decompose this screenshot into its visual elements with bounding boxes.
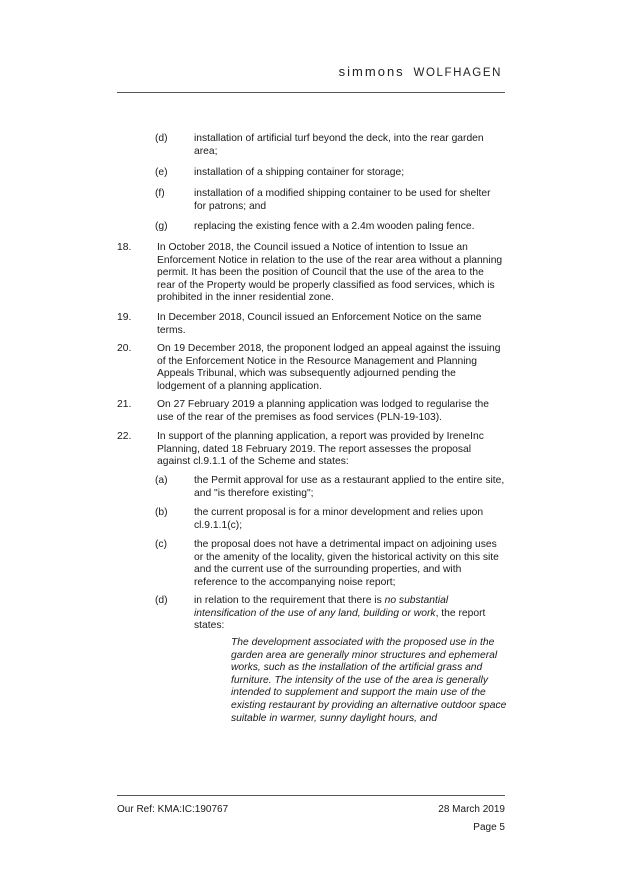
sub-item-text: the Permit approval for use as a restaurant applied to the entire site, and "is therefore existing"; xyxy=(194,475,505,499)
sub-item-text-after: , the report states: xyxy=(194,607,486,632)
footer-divider xyxy=(117,795,505,796)
paragraph-number: 20. xyxy=(117,343,132,354)
sub-item-label: (a) xyxy=(155,475,168,486)
paragraph-number: 18. xyxy=(117,242,132,253)
sub-item-label: (g) xyxy=(155,221,168,232)
sub-item-text: installation of artificial turf beyond the deck, into the rear garden area; xyxy=(194,133,484,157)
sub-item-text: the proposal does not have a detrimental impact on adjoining uses or the amenity of the locality, given the historical activity on this site and the current use of the surrounding properties, and with reference to the accompanying noise report; xyxy=(194,539,499,588)
block-quote: The development associated with the proposed use in the garden area are generally minor structures and ephemeral works, such as the installation of the artificial grass and furniture. The intensity of the use of the area is generally intended to supplement and support the main use of the existing restaurant by providing an alternative outdoor space suitable in warmer, sunny daylight hours, and xyxy=(231,637,507,724)
header-divider xyxy=(117,92,505,93)
sub-item-label: (f) xyxy=(155,188,165,199)
sub-item-label: (c) xyxy=(155,539,168,550)
brand-name-simmons: simmons xyxy=(338,64,405,79)
sub-item-text: installation of a modified shipping container to be used for shelter for patrons; and xyxy=(194,188,491,212)
paragraph-text: On 19 December 2018, the proponent lodged an appeal against the issuing of the Enforcement Notice in the Resource Management and Planning Appeals Tribunal, which was subsequently adjourned pending the lodgement of a planning application. xyxy=(157,343,501,392)
sub-item-label: (b) xyxy=(155,507,168,518)
sub-item-text: replacing the existing fence with a 2.4m wooden paling fence. xyxy=(194,221,475,232)
sub-item-text: the current proposal is for a minor development and relies upon cl.9.1.1(c); xyxy=(194,507,484,531)
sub-item-text xyxy=(194,595,505,633)
footer-page-number: Page 5 xyxy=(473,822,505,833)
brand-name-wolfhagen: WOLFHAGEN xyxy=(413,67,502,79)
sub-item-text-before: in relation to the requirement that there is xyxy=(194,595,385,606)
sub-item-text: installation of a shipping container for storage; xyxy=(194,167,405,178)
sub-item-label: (d) xyxy=(155,595,168,606)
footer-date: 28 March 2019 xyxy=(438,804,505,815)
sub-item-label: (e) xyxy=(155,167,168,178)
paragraph-number: 22. xyxy=(117,431,132,442)
sub-item-text-italic: no substantial intensification of the use of any land, building or work xyxy=(194,595,449,619)
paragraph-number: 19. xyxy=(117,312,132,323)
sub-item-label: (d) xyxy=(155,133,168,144)
paragraph-text: In October 2018, the Council issued a Notice of intention to Issue an Enforcement Notice in relation to the use of the rear area without a planning permit. It has been the position of Council that the use of the area to the rear of the Property would be properly classified as food services, which is prohibited in the inner residential zone. xyxy=(157,242,503,304)
paragraph-text: In December 2018, Council issued an Enforcement Notice on the same terms. xyxy=(157,312,482,336)
paragraph-text: On 27 February 2019 a planning application was lodged to regularise the use of the rear of the premises as food services (PLN-19-103). xyxy=(157,399,490,423)
paragraph-text: In support of the planning application, a report was provided by IreneInc Planning, dated 18 February 2019. The report assesses the proposal against cl.9.1.1 of the Scheme and states: xyxy=(157,431,484,468)
paragraph-number: 21. xyxy=(117,399,132,410)
footer-reference: Our Ref: KMA:IC:190767 xyxy=(117,804,229,815)
brand-logo xyxy=(339,64,502,79)
